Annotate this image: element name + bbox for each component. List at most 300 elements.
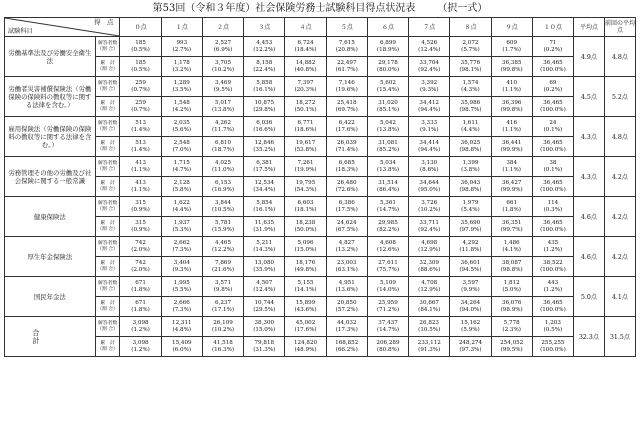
count-cell	[491, 77, 532, 97]
cumulative-cell	[326, 217, 367, 237]
count-cell	[326, 197, 367, 217]
cumulative-cell	[491, 97, 532, 117]
count-percent: (17.6%)	[335, 126, 358, 133]
count-cell	[244, 77, 285, 97]
cumulative-cell	[532, 217, 573, 237]
cumulative-cell	[161, 137, 202, 157]
cumulative-percent: (98.8%)	[500, 266, 523, 273]
count-cell	[326, 77, 367, 97]
count-cell	[285, 117, 326, 137]
cumulative-percent: (98.8%)	[459, 146, 482, 153]
count-percent: (1.1%)	[502, 166, 521, 173]
count-percent: (10.5%)	[418, 326, 441, 333]
cumulative-percent: (7.3%)	[172, 306, 192, 313]
count-percent: (15.0%)	[253, 326, 276, 333]
count-value: 6,381	[256, 159, 273, 166]
count-cell	[285, 317, 326, 337]
cumulative-percent: (94.4%)	[418, 146, 441, 153]
cumulative-cell	[367, 57, 408, 77]
cumulative-cell	[532, 177, 573, 197]
count-percent: (17.5%)	[335, 206, 358, 213]
count-cell	[491, 117, 532, 137]
subject-cumulative-row	[5, 217, 636, 237]
count-cell	[285, 197, 326, 217]
cumulative-cell	[450, 177, 491, 197]
subject-count-row	[5, 277, 636, 297]
cumulative-cell	[285, 337, 326, 357]
cumulative-value: 315	[135, 219, 146, 226]
cumulative-value: 23,003	[336, 259, 357, 266]
cumulative-cell	[450, 57, 491, 77]
count-cell	[202, 117, 243, 137]
cumulative-percent: (94.0%)	[459, 306, 482, 313]
cumulative-cell	[532, 57, 573, 77]
count-value: 6,771	[297, 119, 314, 126]
count-value: 4,292	[462, 239, 479, 246]
cumulative-percent: (98.1%)	[459, 66, 482, 73]
count-percent: (19.9%)	[294, 166, 317, 173]
count-value: 2,072	[462, 39, 479, 46]
count-cell	[202, 277, 243, 297]
count-cell	[326, 117, 367, 137]
count-value: 6,685	[338, 159, 355, 166]
page-title	[0, 2, 640, 16]
cumulative-cell	[161, 337, 202, 357]
count-percent: (4.8%)	[172, 326, 192, 333]
count-percent: (14.3%)	[253, 246, 276, 253]
count-cell	[409, 237, 450, 257]
cumulative-label: 累 計	[100, 100, 115, 106]
count-cell	[285, 237, 326, 257]
cumulative-percent: (0.5%)	[131, 66, 150, 73]
cumulative-value: 36,465	[543, 59, 563, 66]
cumulative-value: 25,418	[336, 99, 357, 106]
cumulative-cell	[161, 57, 202, 77]
cumulative-label: 累 計	[100, 140, 115, 146]
cumulative-value: 18,238	[295, 219, 316, 226]
cumulative-value: 206,289	[376, 339, 400, 346]
cumulative-percent: (100.0%)	[540, 306, 566, 313]
cumulative-value: 36,076	[501, 299, 522, 306]
count-percent: (6.9%)	[213, 46, 233, 53]
count-percent: (1.1%)	[502, 86, 521, 93]
count-percent: (1.1%)	[502, 126, 521, 133]
cumulative-value: 38,087	[501, 259, 522, 266]
count-percent: (9.1%)	[419, 126, 439, 133]
count-value: 5,155	[297, 279, 314, 286]
count-value: 4,526	[421, 39, 438, 46]
count-value: 6,603	[297, 199, 314, 206]
cumulative-label: 累 計	[100, 300, 115, 306]
count-value: 5,858	[256, 79, 273, 86]
count-percent: (12.4%)	[253, 286, 276, 293]
subject-cumulative-row	[5, 297, 636, 317]
cumulative-percent: (1.1%)	[131, 186, 150, 193]
count-percent: (4.1%)	[502, 246, 521, 253]
average-score: 5.0点	[574, 277, 605, 317]
cumulative-percent: (0.9%)	[131, 226, 150, 233]
cumulative-value: 1,548	[173, 99, 190, 106]
cumulative-cell	[120, 57, 161, 77]
count-percent: (5.6%)	[172, 126, 192, 133]
count-value: 26,823	[419, 319, 439, 326]
cumulative-value: 1,178	[173, 59, 190, 66]
count-value: 38,300	[254, 319, 275, 326]
cumulative-cell	[285, 177, 326, 197]
respondents-label: 解答者数	[97, 160, 118, 166]
cumulative-value: 6,237	[215, 299, 232, 306]
cumulative-percent: (15.9%)	[211, 226, 235, 233]
count-percent: (2.3%)	[502, 326, 521, 333]
count-value: 4,827	[338, 239, 355, 246]
cumulative-cell	[532, 257, 573, 277]
count-cell	[161, 317, 202, 337]
respondents-label-cell	[95, 117, 120, 137]
cumulative-cell	[202, 217, 243, 237]
count-value: 7,146	[338, 79, 355, 86]
count-percent: (0.1%)	[543, 126, 563, 133]
cumulative-value: 18,272	[295, 99, 316, 106]
subject-cumulative-row	[5, 137, 636, 157]
count-cell	[409, 157, 450, 177]
count-percent: (15.4%)	[376, 86, 400, 93]
cumulative-cell	[409, 177, 450, 197]
count-percent: (12.2%)	[211, 246, 235, 253]
count-percent: (15.0%)	[294, 246, 317, 253]
cumulative-label-cell	[95, 337, 120, 357]
count-cell	[367, 117, 408, 137]
count-percent: (20.3%)	[294, 86, 317, 93]
count-cell	[120, 77, 161, 97]
cumulative-percent: (17.1%)	[211, 306, 235, 313]
respondents-label-cell	[95, 157, 120, 177]
count-percent: (13.2%)	[335, 246, 358, 253]
cumulative-value: 19,617	[295, 139, 316, 146]
cumulative-label-cell	[95, 137, 120, 157]
prev-avg-col-header: 前回の平均点	[604, 18, 635, 37]
cumulative-cell	[532, 297, 573, 317]
subject-count-row	[5, 37, 636, 57]
respondents-label: 解答者数	[97, 80, 118, 86]
cumulative-percent: (5.8%)	[172, 186, 192, 193]
cumulative-value: 24,624	[336, 219, 357, 226]
cumulative-value: 35,776	[460, 59, 481, 66]
count-percent: (5.0%)	[502, 286, 521, 293]
count-value: 1,289	[173, 79, 190, 86]
cumulative-percent: (40.8%)	[294, 66, 317, 73]
count-cell	[120, 37, 161, 57]
cumulative-value: 255,255	[541, 339, 565, 346]
cumulative-percent: (95.0%)	[418, 186, 441, 193]
count-value: 2,662	[173, 239, 190, 246]
count-value: 742	[135, 239, 146, 246]
cumulative-percent: (54.3%)	[294, 186, 317, 193]
count-percent: (9.9%)	[461, 286, 480, 293]
cumulative-cell	[285, 137, 326, 157]
score-col-header: ０点	[120, 18, 161, 37]
count-value: 513	[135, 119, 146, 126]
cumulative-percent: (13.8%)	[211, 106, 235, 113]
cumulative-label-cell	[95, 217, 120, 237]
count-value: 3,597	[462, 279, 479, 286]
cumulative-value: 32,309	[419, 259, 439, 266]
cumulative-percent: (71.4%)	[335, 146, 358, 153]
count-value: 5,854	[256, 199, 273, 206]
count-percent: (14.7%)	[376, 206, 400, 213]
score-col-header: ２点	[202, 18, 243, 37]
count-percent: (18.4%)	[294, 46, 317, 53]
cumulative-value: 233,112	[417, 339, 441, 346]
count-cell	[450, 157, 491, 177]
count-value: 3,571	[215, 279, 232, 286]
cumulative-cell	[326, 257, 367, 277]
count-value: 4,262	[215, 119, 232, 126]
cumulative-percent: (72.6%)	[335, 186, 358, 193]
cumulative-cell	[244, 297, 285, 317]
cumulative-label: 累 計	[100, 220, 115, 226]
count-cell	[367, 77, 408, 97]
count-cell	[244, 37, 285, 57]
cumulative-cell	[450, 337, 491, 357]
cumulative-cell	[202, 177, 243, 197]
count-value: 5,778	[503, 319, 520, 326]
respondents-label: 解答者数	[97, 120, 118, 126]
cumulative-value: 36,441	[501, 139, 522, 146]
count-percent: (1.2%)	[543, 286, 563, 293]
cumulative-value: 26,480	[336, 179, 357, 186]
cumulative-cell	[491, 57, 532, 77]
cumulative-value: 31,081	[378, 139, 398, 146]
cumulative-label: 累 計	[100, 260, 115, 266]
count-cell	[450, 77, 491, 97]
count-percent: (13.6%)	[335, 286, 358, 293]
cumulative-value: 29,985	[378, 219, 398, 226]
cumulative-percent: (86.4%)	[376, 186, 400, 193]
count-percent: (11.8%)	[459, 246, 482, 253]
score-col-header: １０点	[532, 18, 573, 37]
score-col-header: ９点	[491, 18, 532, 37]
count-value: 1,622	[173, 199, 190, 206]
count-cell	[285, 37, 326, 57]
count-percent: (16.6%)	[253, 126, 276, 133]
count-value: 44,032	[336, 319, 357, 326]
count-cell	[202, 77, 243, 97]
cumulative-value: 36,025	[460, 139, 481, 146]
count-value: 15,162	[460, 319, 481, 326]
cumulative-percent: (94.4%)	[418, 106, 441, 113]
count-cell	[120, 117, 161, 137]
cumulative-value: 248,274	[458, 339, 483, 346]
cumulative-percent: (16.9%)	[211, 186, 235, 193]
cumulative-value: 3,705	[215, 59, 232, 66]
count-value: 443	[547, 279, 559, 286]
cumulative-cell	[326, 97, 367, 117]
cumulative-value: 33,704	[419, 59, 439, 66]
average-score: 4.6点	[574, 237, 605, 277]
respondents-label-cell	[95, 277, 120, 297]
count-percent: (5.4%)	[461, 206, 480, 213]
cumulative-cell	[161, 177, 202, 197]
count-percent: (20.8%)	[335, 46, 358, 53]
count-percent: (17.5%)	[253, 166, 276, 173]
count-percent: (4.7%)	[172, 166, 192, 173]
cumulative-percent: (97.3%)	[459, 346, 482, 353]
cumulative-percent: (31.3%)	[253, 346, 276, 353]
count-value: 1,715	[173, 159, 190, 166]
count-value: 315	[135, 199, 146, 206]
cumulative-percent: (16.3%)	[211, 346, 235, 353]
count-cell	[244, 237, 285, 257]
count-cell	[326, 237, 367, 257]
count-value: 671	[135, 279, 146, 286]
cumulative-value: 34,412	[419, 99, 439, 106]
cumulative-cell	[367, 137, 408, 157]
cumulative-percent: (66.2%)	[335, 346, 358, 353]
count-cell	[202, 237, 243, 257]
cumulative-label-cell	[95, 57, 120, 77]
count-cell	[161, 277, 202, 297]
cumulative-value: 36,465	[543, 179, 563, 186]
cumulative-value: 1,937	[173, 219, 190, 226]
ratio-label: （割 合）	[97, 126, 118, 132]
cumulative-percent: (6.0%)	[172, 346, 192, 353]
cumulative-cell	[367, 297, 408, 317]
cumulative-cell	[367, 97, 408, 117]
cumulative-cell	[450, 217, 491, 237]
cumulative-value: 36,465	[543, 139, 563, 146]
count-percent: (12.9%)	[418, 286, 441, 293]
count-value: 1,399	[462, 159, 479, 166]
cumulative-percent: (92.4%)	[418, 226, 441, 233]
count-percent: (18.6%)	[294, 126, 317, 133]
cumulative-cell	[202, 97, 243, 117]
count-value: 416	[506, 119, 518, 126]
cumulative-percent: (75.7%)	[376, 266, 400, 273]
cumulative-percent: (98.8%)	[459, 186, 482, 193]
cumulative-cell	[532, 137, 573, 157]
cumulative-label-cell	[95, 257, 120, 277]
cumulative-percent: (71.2%)	[376, 306, 400, 313]
count-value: 7,615	[338, 39, 355, 46]
count-value: 4,507	[256, 279, 273, 286]
count-value: 6,899	[379, 39, 396, 46]
count-percent: (19.6%)	[335, 86, 358, 93]
count-cell	[244, 157, 285, 177]
count-cell	[202, 317, 243, 337]
cumulative-value: 10,875	[254, 99, 275, 106]
cumulative-cell	[450, 97, 491, 117]
cumulative-cell	[491, 257, 532, 277]
count-percent: (5.7%)	[461, 46, 480, 53]
cumulative-percent: (34.4%)	[253, 186, 276, 193]
count-percent: (12.9%)	[418, 246, 441, 253]
cumulative-percent: (98.9%)	[500, 306, 523, 313]
average-score: 4.3点	[574, 117, 605, 157]
cumulative-cell	[120, 257, 161, 277]
count-value: 4,608	[379, 239, 396, 246]
average-score: 4.6点	[574, 197, 605, 237]
count-percent: (12.6%)	[376, 246, 400, 253]
count-cell	[491, 157, 532, 177]
subtitle-text: （択一式）	[437, 3, 488, 14]
count-value: 384	[506, 159, 518, 166]
count-value: 2,527	[215, 39, 232, 46]
cumulative-cell	[120, 137, 161, 157]
cumulative-cell	[244, 217, 285, 237]
count-value: 1,812	[503, 279, 520, 286]
cumulative-percent: (49.8%)	[294, 266, 317, 273]
average-score: 4.9点	[574, 37, 605, 77]
count-cell	[326, 317, 367, 337]
cumulative-percent: (10.2%)	[211, 66, 235, 73]
cumulative-value: 168,852	[335, 339, 359, 346]
cumulative-cell	[285, 297, 326, 317]
count-value: 6,422	[338, 119, 355, 126]
cumulative-percent: (88.6%)	[418, 266, 441, 273]
count-cell	[326, 157, 367, 177]
count-value: 5,034	[379, 159, 396, 166]
cumulative-percent: (94.5%)	[459, 266, 482, 273]
cumulative-percent: (50.1%)	[294, 106, 317, 113]
count-value: 3,469	[215, 79, 232, 86]
count-cell	[161, 117, 202, 137]
count-cell	[532, 277, 573, 297]
count-percent: (1.2%)	[131, 326, 150, 333]
cumulative-percent: (1.4%)	[131, 146, 150, 153]
count-percent: (3.5%)	[172, 86, 192, 93]
count-percent: (1.4%)	[131, 126, 150, 133]
ratio-label: （割 合）	[97, 186, 118, 192]
cumulative-percent: (100.0%)	[540, 106, 566, 113]
count-cell	[161, 157, 202, 177]
cumulative-value: 413	[135, 179, 146, 186]
cumulative-cell	[450, 137, 491, 157]
subject-count-row	[5, 317, 636, 337]
count-value: 185	[135, 39, 146, 46]
count-percent: (0.5%)	[131, 46, 150, 53]
cumulative-value: 13,080	[254, 259, 275, 266]
ratio-label: （割 合）	[97, 46, 118, 52]
previous-average-score: 4.2点	[604, 197, 635, 237]
cumulative-value: 36,465	[543, 219, 563, 226]
cumulative-cell	[491, 217, 532, 237]
cumulative-cell	[244, 337, 285, 357]
count-percent: (2.7%)	[172, 46, 192, 53]
previous-average-score: 31.5点	[604, 317, 635, 357]
count-value: 1,203	[544, 319, 561, 326]
score-table	[4, 17, 636, 357]
respondents-label: 解答者数	[97, 320, 118, 326]
score-table-body	[5, 18, 636, 357]
count-value: 3,726	[421, 199, 438, 206]
ratio-label: （割 合）	[97, 266, 118, 272]
cumulative-cell	[326, 137, 367, 157]
cumulative-cell	[367, 257, 408, 277]
subject-cumulative-row	[5, 57, 636, 77]
count-percent: (0.9%)	[131, 206, 150, 213]
cumulative-label: 累 計	[100, 180, 115, 186]
respondents-label-cell	[95, 77, 120, 97]
count-cell	[120, 197, 161, 217]
average-score: 4.3点	[574, 157, 605, 197]
count-percent: (0.5%)	[543, 326, 563, 333]
cumulative-value: 15,899	[295, 299, 316, 306]
cumulative-value: 8,158	[256, 59, 273, 66]
count-cell	[532, 197, 573, 217]
count-value: 661	[506, 199, 518, 206]
average-score: 32.3点	[574, 317, 605, 357]
cumulative-cell	[326, 297, 367, 317]
